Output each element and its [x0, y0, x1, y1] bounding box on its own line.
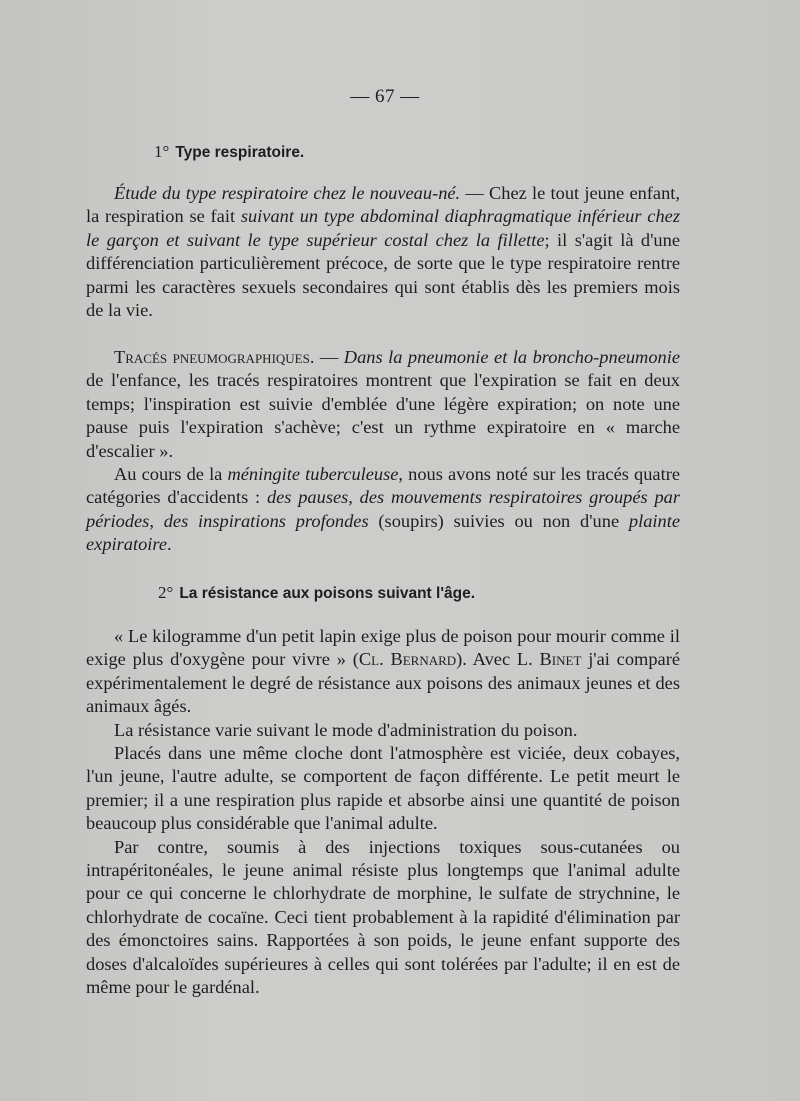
emphasis: plainte expiratoire	[86, 510, 680, 555]
paragraph	[86, 463, 680, 557]
text-run: ; il s'agit là d'une différenciation particulièrement précoce, de sorte que le type respiratoire rentre parmi les caractères sexuels secondaires qui sont établis dès les premiers mois de la vie.	[86, 229, 680, 321]
emphasis: Dans la pneumonie et la broncho-pneumonie	[343, 347, 680, 367]
text-run: .	[167, 534, 172, 555]
emphasis: méningite tuberculeuse	[227, 464, 399, 485]
section-number: 1°	[154, 142, 170, 161]
section-title: La résistance aux poisons suivant l'âge.	[179, 585, 476, 602]
section-title: Type respiratoire.	[175, 144, 305, 161]
text-run: Au cours de la	[114, 464, 228, 485]
section-heading-respiratory-type	[154, 142, 304, 162]
section-2-body	[86, 625, 680, 1000]
section-1-body-continued	[86, 346, 680, 557]
page-number: — 67 —	[350, 86, 420, 107]
paragraph-lead: Tracés pneumographiques.	[114, 347, 315, 367]
text-run: « Le kilogramme d'un petit lapin exige plus de poison pour mourir comme il exige plus d'oxygène pour vivre » (	[86, 626, 680, 670]
text-run: ). Avec L.	[456, 649, 540, 670]
text-run: —	[314, 347, 344, 367]
text-run: de l'enfance, les tracés respiratoires montrent que l'expiration se fait en deux temps; l'inspiration est suivie d'emblée d'une légère expiration; on note une pause puis l'expiration s'achève; c'est un rythme expiratoire en « marche d'escalier ».	[86, 370, 680, 461]
text-run: (soupirs) suivies ou non d'une	[368, 510, 629, 531]
author-name: Binet	[539, 649, 582, 670]
text-run: — Chez le tout jeune enfant, la respiration se fait	[86, 183, 680, 227]
emphasis: des pauses, des mouvements respiratoires groupés par périodes, des inspirations profondes	[86, 487, 681, 531]
section-1-body	[86, 182, 680, 322]
paragraph-lead: Étude du type respiratoire chez le nouveau-né.	[114, 183, 461, 203]
text-run: , nous avons noté sur les tracés quatre catégories d'accidents :	[86, 464, 680, 508]
paragraph	[86, 182, 680, 322]
text-run: j'ai comparé expérimentalement le degré de résistance aux poisons des animaux jeunes et des animaux âgés.	[86, 649, 680, 717]
paragraph: Par contre, soumis à des injections toxiques sous-cutanées ou intrapéritonéales, le jeune animal résiste plus longtemps que l'animal adulte pour ce qui concerne le chlorhydrate de morphine, le sulfate de strychnine, le chlorhydrate de cocaïne. Ceci tient probablement à la rapidité d'élimination par des émonctoires sains. Rapportées à son poids, le jeune enfant supporte des doses d'alcaloïdes supérieures à celles qui sont tolérées par l'adulte; il en est de même pour le gardénal.	[86, 836, 680, 998]
author-name: Cl. Bernard	[358, 649, 457, 670]
emphasis: suivant un type abdominal diaphragmatique inférieur chez le garçon et suivant le type supérieur costal chez la fillette	[86, 206, 680, 250]
section-heading-poison-resistance	[158, 583, 475, 603]
paragraph	[86, 625, 680, 719]
paragraph: Placés dans une même cloche dont l'atmosphère est viciée, deux cobayes, l'un jeune, l'autre adulte, se comportent de façon différente. Le petit meurt le premier; il a une respiration plus rapide et absorbe ainsi une quantité de poison beaucoup plus considérable que l'animal adulte.	[86, 743, 680, 834]
paragraph: La résistance varie suivant le mode d'administration du poison.	[114, 719, 578, 740]
paragraph	[86, 346, 680, 463]
section-number: 2°	[158, 583, 174, 602]
